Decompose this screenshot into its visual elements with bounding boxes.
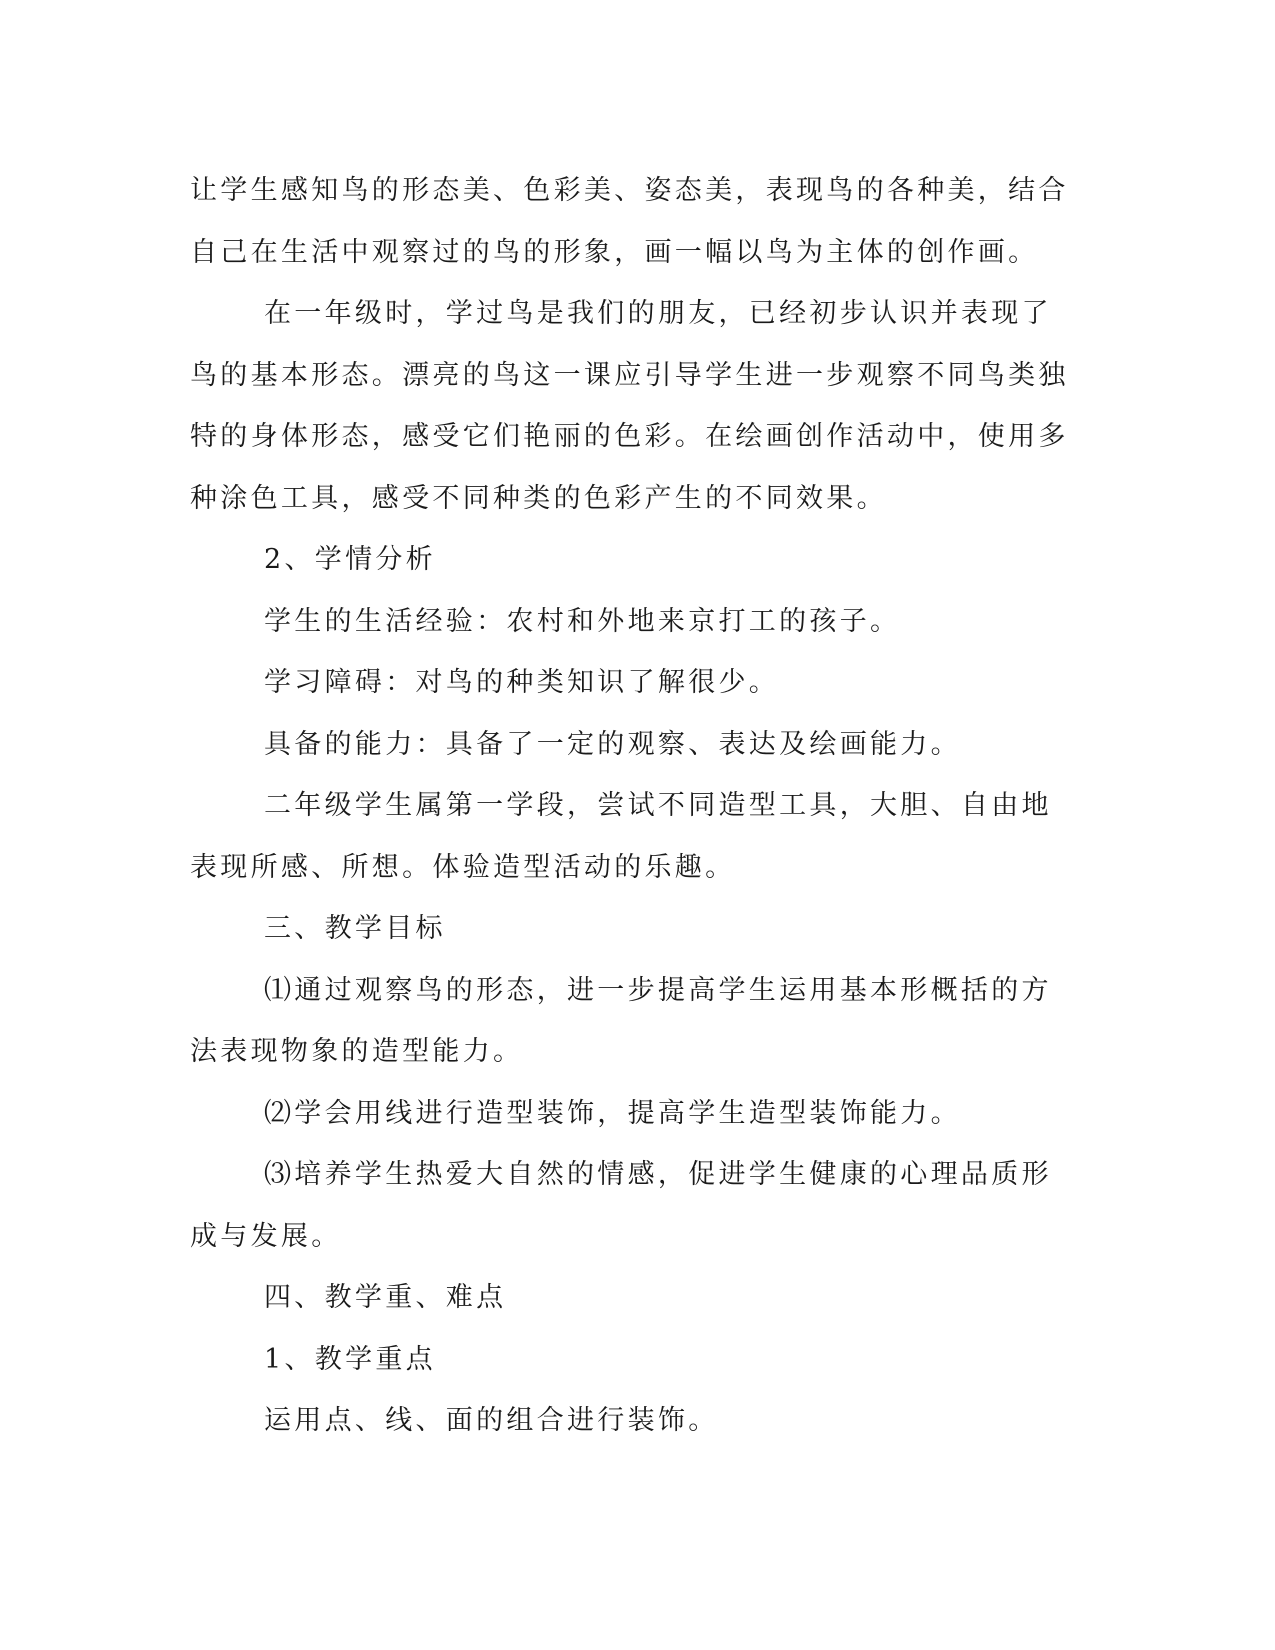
heading-key-difficult-points: 四、教学重、难点	[264, 1282, 507, 1313]
paragraph-teaching-focus: 运用点、线、面的组合进行装饰。	[264, 1405, 719, 1436]
objective-item-3: ⑶培养学生热爱大自然的情感，促进学生健康的心理品质形成与发展。	[190, 1159, 1052, 1252]
heading-teaching-focus: 1、教学重点	[264, 1343, 436, 1375]
document-body	[190, 160, 1080, 1452]
paragraph-intro-goal: 让学生感知鸟的形态美、色彩美、姿态美，表现鸟的各种美，结合自己在生活中观察过的鸟的形象，画一幅以鸟为主体的创作画。	[190, 175, 1069, 268]
paragraph-lesson-background: 在一年级时，学过鸟是我们的朋友，已经初步认识并表现了鸟的基本形态。漂亮的鸟这一课应引导学生进一步观察不同鸟类独特的身体形态，感受它们艳丽的色彩。在绘画创作活动中，使用多种涂色工具，感受不同种类的色彩产生的不同效果。	[190, 298, 1069, 514]
objective-item-2: ⑵学会用线进行造型装饰，提高学生造型装饰能力。	[264, 1097, 961, 1129]
heading-student-analysis: 2、学情分析	[264, 544, 436, 575]
paragraph-abilities: 具备的能力：具备了一定的观察、表达及绘画能力。	[264, 728, 961, 760]
paragraph-grade-stage: 二年级学生属第一学段，尝试不同造型工具，大胆、自由地表现所感、所想。体验造型活动的乐趣。	[190, 790, 1052, 883]
objective-item-1: ⑴通过观察鸟的形态，进一步提高学生运用基本形概括的方法表现物象的造型能力。	[190, 974, 1052, 1067]
paragraph-learning-obstacle: 学习障碍：对鸟的种类知识了解很少。	[264, 667, 780, 698]
heading-teaching-objectives: 三、教学目标	[264, 913, 446, 944]
paragraph-life-experience: 学生的生活经验：农村和外地来京打工的孩子。	[264, 605, 901, 637]
